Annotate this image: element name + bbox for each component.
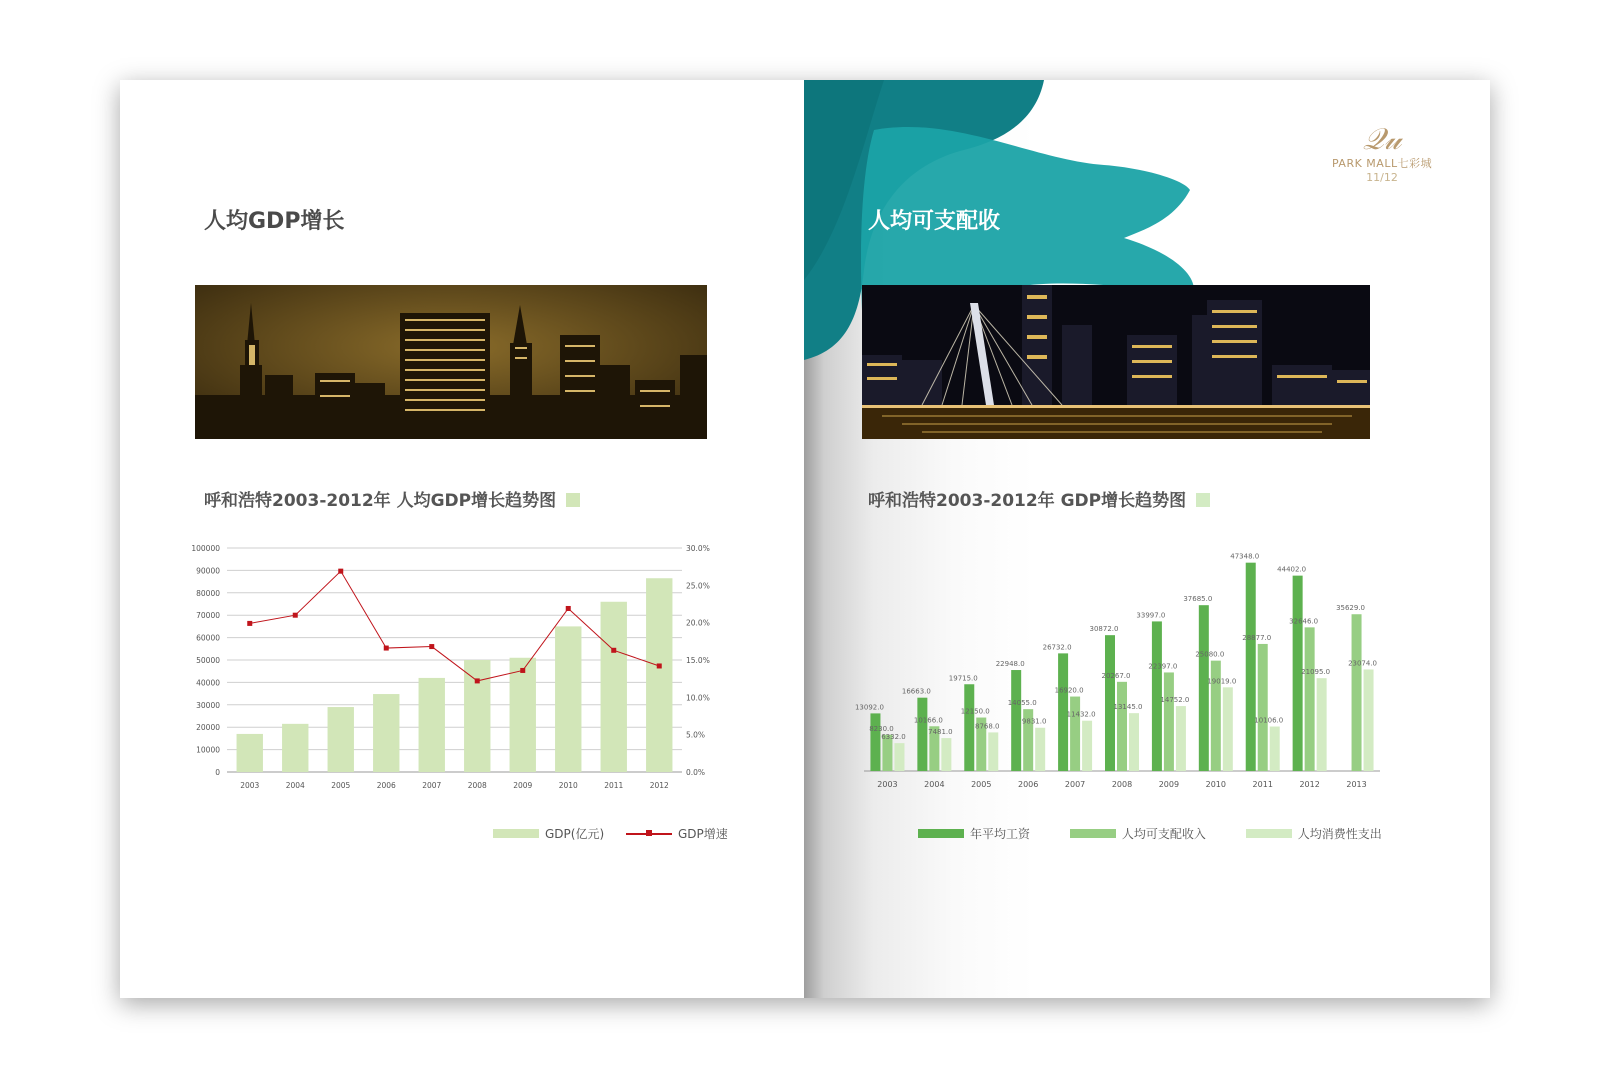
x-tick-label: 2011 bbox=[604, 781, 624, 790]
x-tick-label: 2009 bbox=[1158, 780, 1180, 789]
left-page-title: 人均GDP增长 bbox=[204, 209, 345, 234]
point-gdp-growth bbox=[384, 646, 389, 651]
right-page-title: 人均可支配收 bbox=[868, 209, 1001, 234]
legend-item-wage bbox=[918, 825, 1030, 842]
y-right-tick-label: 30.0% bbox=[686, 544, 710, 553]
data-label: 22397.0 bbox=[1148, 662, 1178, 671]
data-label: 26732.0 bbox=[1042, 643, 1072, 652]
title-square-marker bbox=[1196, 493, 1210, 507]
y-left-tick-label: 60000 bbox=[196, 633, 220, 643]
legend-item-spending bbox=[1246, 825, 1382, 842]
point-gdp-growth bbox=[611, 648, 616, 653]
right-chart-title-text: 呼和浩特2003-2012年 GDP增长趋势图 bbox=[868, 491, 1187, 511]
bar-income bbox=[1164, 672, 1174, 771]
bar-wage bbox=[1246, 563, 1256, 771]
data-label: 30872.0 bbox=[1089, 625, 1119, 634]
bar-spending bbox=[1035, 728, 1045, 771]
x-tick-label: 2010 bbox=[1205, 780, 1226, 789]
park-mall-logo bbox=[1332, 122, 1433, 184]
bar-wage bbox=[1199, 605, 1209, 771]
y-left-tick-label: 0 bbox=[215, 768, 220, 777]
y-right-tick-label: 20.0% bbox=[686, 618, 710, 628]
data-label: 35629.0 bbox=[1336, 604, 1366, 613]
data-label: 19019.0 bbox=[1207, 677, 1237, 686]
right-chart-legend bbox=[918, 825, 1382, 842]
data-label: 37685.0 bbox=[1183, 595, 1213, 604]
legend-item-income bbox=[1070, 825, 1206, 842]
data-label: 10106.0 bbox=[1254, 716, 1284, 725]
y-left-tick-label: 80000 bbox=[196, 588, 220, 598]
data-label: 8230.0 bbox=[869, 724, 894, 733]
logo-brand-text: PARK MALL七彩城 bbox=[1332, 157, 1433, 170]
x-tick-label: 2006 bbox=[376, 781, 396, 790]
logo-mark-icon: 𝒬𝓊 bbox=[1362, 122, 1402, 157]
bar-income bbox=[1352, 614, 1362, 771]
y-left-tick-label: 50000 bbox=[196, 656, 220, 665]
bar-gdp bbox=[237, 734, 263, 772]
bar-income bbox=[1258, 644, 1268, 771]
data-label: 28877.0 bbox=[1242, 633, 1272, 642]
line-gdp-growth bbox=[250, 571, 660, 681]
legend-label-gdp-growth: GDP增速 bbox=[677, 827, 728, 841]
bar-gdp bbox=[282, 724, 308, 772]
y-left-tick-label: 10000 bbox=[196, 745, 220, 755]
data-label: 22948.0 bbox=[995, 660, 1025, 669]
x-tick-label: 2008 bbox=[1111, 780, 1133, 789]
y-right-tick-label: 10.0% bbox=[686, 693, 710, 703]
data-label: 8768.0 bbox=[975, 722, 1000, 731]
data-label: 7481.0 bbox=[928, 728, 953, 737]
bar-gdp bbox=[419, 678, 445, 772]
bar-income bbox=[1117, 682, 1127, 771]
bar-income bbox=[1305, 627, 1315, 771]
left-page bbox=[120, 80, 804, 998]
y-left-tick-label: 20000 bbox=[196, 723, 220, 733]
x-tick-label: 2010 bbox=[558, 781, 578, 790]
data-label: 10166.0 bbox=[913, 716, 943, 725]
bar-spending bbox=[941, 738, 951, 771]
legend-label-wage: 年平均工资 bbox=[970, 827, 1031, 841]
data-label: 23074.0 bbox=[1348, 659, 1378, 668]
x-tick-label: 2007 bbox=[1064, 780, 1086, 789]
x-tick-label: 2007 bbox=[422, 781, 442, 790]
data-label: 19715.0 bbox=[948, 674, 978, 683]
right-page bbox=[804, 80, 1490, 998]
left-chart-title bbox=[204, 486, 580, 511]
legend-label-spending: 人均消费性支出 bbox=[1297, 827, 1382, 841]
bar-spending bbox=[1223, 687, 1233, 771]
data-label: 47348.0 bbox=[1230, 552, 1260, 561]
legend-swatch-wage bbox=[918, 829, 964, 838]
left-chart-legend bbox=[475, 825, 728, 842]
bar-spending bbox=[1082, 721, 1092, 771]
data-label: 33997.0 bbox=[1136, 611, 1166, 620]
bar-income bbox=[1070, 697, 1080, 771]
data-label: 12150.0 bbox=[960, 707, 990, 716]
x-tick-label: 2008 bbox=[467, 781, 487, 790]
data-label: 13092.0 bbox=[854, 703, 884, 712]
data-label: 14752.0 bbox=[1160, 696, 1190, 705]
bar-spending bbox=[1176, 706, 1186, 771]
y-left-tick-label: 30000 bbox=[196, 700, 220, 710]
night-skyline-photo bbox=[195, 285, 707, 439]
bar-wage bbox=[1011, 670, 1021, 771]
y-left-tick-label: 70000 bbox=[196, 611, 220, 621]
data-label: 25080.0 bbox=[1195, 650, 1225, 659]
y-right-tick-label: 5.0% bbox=[686, 730, 706, 740]
x-tick-label: 2005 bbox=[971, 780, 992, 789]
data-label: 21095.0 bbox=[1301, 668, 1331, 677]
x-tick-label: 2005 bbox=[331, 781, 351, 790]
bar-wage bbox=[964, 684, 974, 771]
bar-spending bbox=[988, 732, 998, 771]
income-grouped-bar-chart bbox=[844, 540, 1404, 800]
legend-item-gdp-growth bbox=[626, 825, 728, 842]
left-chart-title-text: 呼和浩特2003-2012年 人均GDP增长趋势图 bbox=[204, 491, 557, 511]
bar-spending bbox=[1364, 669, 1374, 771]
bar-gdp bbox=[555, 626, 581, 772]
x-tick-label: 2013 bbox=[1346, 780, 1367, 789]
y-right-tick-label: 25.0% bbox=[686, 581, 710, 591]
x-tick-label: 2011 bbox=[1252, 780, 1273, 789]
data-label: 11432.0 bbox=[1066, 710, 1096, 719]
right-chart-title bbox=[868, 486, 1210, 511]
data-label: 16920.0 bbox=[1054, 686, 1084, 695]
bar-spending bbox=[1317, 678, 1327, 771]
bar-gdp bbox=[328, 707, 354, 772]
bar-gdp bbox=[464, 660, 490, 772]
legend-swatch-income bbox=[1070, 829, 1116, 838]
point-gdp-growth bbox=[520, 668, 525, 673]
point-gdp-growth bbox=[293, 613, 298, 618]
bar-spending bbox=[894, 743, 904, 771]
x-tick-label: 2003 bbox=[240, 781, 260, 790]
y-right-tick-label: 0.0% bbox=[686, 768, 706, 777]
y-left-tick-label: 90000 bbox=[196, 566, 220, 576]
legend-item-gdp bbox=[493, 825, 604, 842]
data-label: 20267.0 bbox=[1101, 671, 1131, 680]
brochure-spread bbox=[120, 80, 1490, 998]
bar-gdp bbox=[510, 658, 536, 772]
data-label: 16663.0 bbox=[901, 687, 931, 696]
legend-label-gdp: GDP(亿元) bbox=[545, 827, 605, 841]
x-tick-label: 2009 bbox=[513, 781, 533, 790]
legend-swatch-spending bbox=[1246, 829, 1292, 838]
point-gdp-growth bbox=[475, 678, 480, 683]
bar-wage bbox=[917, 698, 927, 771]
y-left-tick-label: 100000 bbox=[191, 544, 220, 553]
legend-label-income: 人均可支配收入 bbox=[1121, 827, 1206, 841]
bar-gdp bbox=[646, 578, 672, 772]
x-tick-label: 2004 bbox=[924, 780, 945, 789]
legend-swatch-gdp bbox=[493, 829, 539, 838]
data-label: 9831.0 bbox=[1021, 717, 1047, 726]
night-bridge-photo bbox=[862, 285, 1370, 439]
page-number: 11/12 bbox=[1366, 171, 1398, 184]
point-gdp-growth bbox=[247, 621, 252, 626]
bar-spending bbox=[1270, 727, 1280, 771]
data-label: 44402.0 bbox=[1277, 565, 1307, 574]
data-label: 14055.0 bbox=[1007, 699, 1037, 708]
legend-swatch-gdp-growth bbox=[626, 829, 672, 838]
x-tick-label: 2004 bbox=[285, 781, 305, 790]
x-tick-label: 2012 bbox=[1299, 780, 1320, 789]
data-label: 13145.0 bbox=[1113, 703, 1143, 712]
point-gdp-growth bbox=[657, 663, 662, 668]
data-label: 32646.0 bbox=[1289, 617, 1319, 626]
x-tick-label: 2003 bbox=[877, 780, 898, 789]
x-tick-label: 2012 bbox=[649, 781, 669, 790]
title-square-marker bbox=[566, 493, 580, 507]
point-gdp-growth bbox=[566, 606, 571, 611]
x-tick-label: 2006 bbox=[1018, 780, 1039, 789]
point-gdp-growth bbox=[338, 569, 343, 574]
data-label: 6332.0 bbox=[881, 733, 906, 742]
y-left-tick-label: 40000 bbox=[196, 678, 220, 688]
bar-wage bbox=[870, 713, 880, 771]
bar-gdp bbox=[601, 602, 627, 772]
gdp-combo-chart bbox=[182, 540, 742, 800]
y-right-tick-label: 15.0% bbox=[686, 656, 710, 665]
bar-spending bbox=[1129, 713, 1139, 771]
point-gdp-growth bbox=[429, 644, 434, 649]
bar-gdp bbox=[373, 694, 399, 772]
